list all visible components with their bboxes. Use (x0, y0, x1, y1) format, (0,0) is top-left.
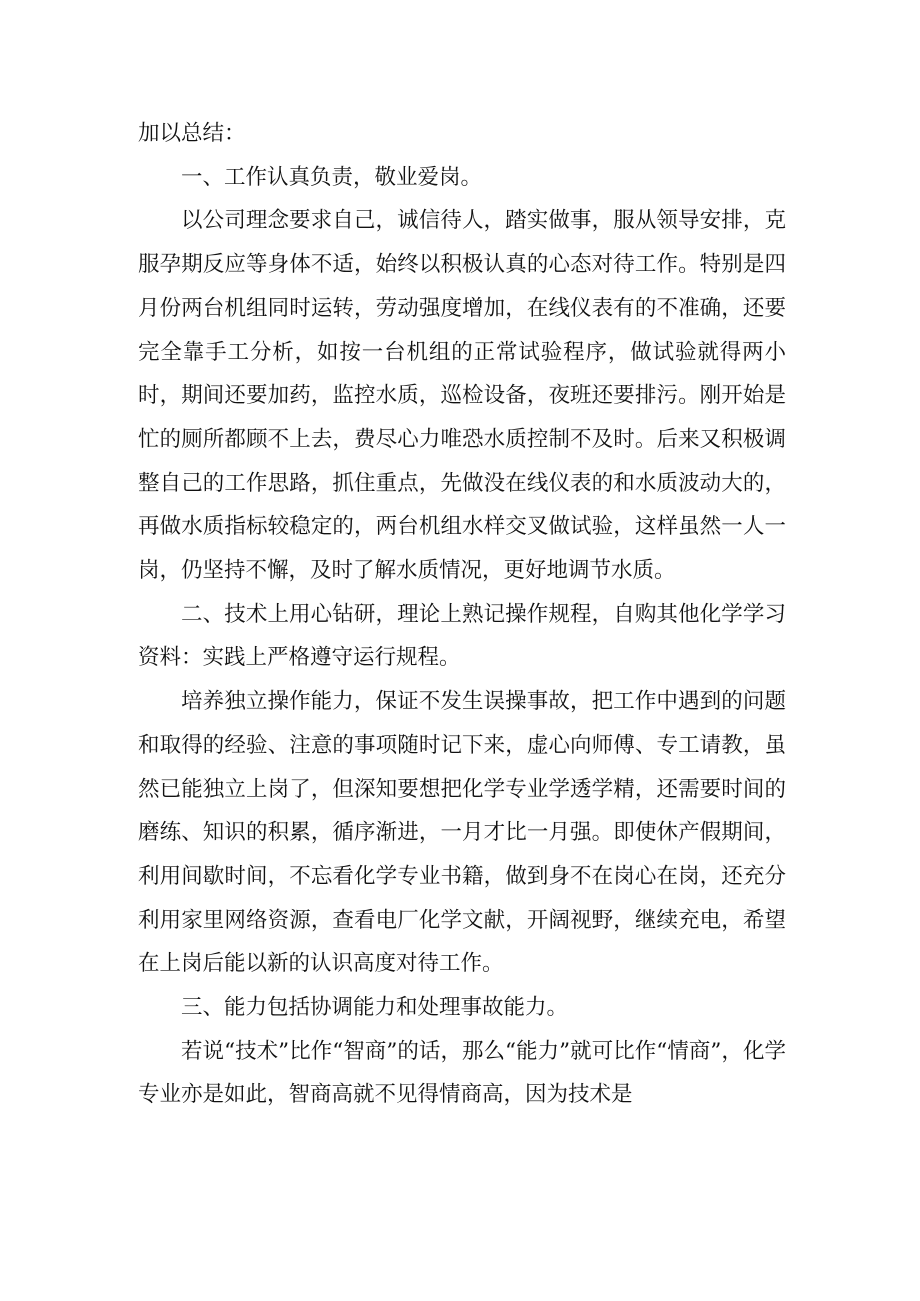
heading-section-1: 一、工作认真负责，敬业爱岗。 (181, 164, 483, 190)
heading-section-3: 三、能力包括协调能力和处理事故能力。 (181, 995, 569, 1021)
paragraph-section-1-body: 以公司理念要求自己，诚信待人，踏实做事，服从领导安排，克服孕期反应等身体不适，始终以积极认真的心态对待工作。特别是四月份两台机组同时运转，劳动强度增加，在线仪表有的不准确，还要完全靠手工分析，如按一台机组的正常试验程序，做试验就得两小时，期间还要加药，监控水质，巡检设备，夜班还要排污。刚开始是忙的厕所都顾不上去，费尽心力唯恐水质控制不及时。后来又积极调整自己的工作思路，抓住重点，先做没在线仪表的和水质波动大的，再做水质指标较稳定的，两台机组水样交叉做试验，这样虽然一人一岗，仍坚持不懈，及时了解水质情况，更好地调节水质。 (138, 208, 786, 584)
heading-section-2: 二、技术上用心钻研，理论上熟记操作规程，自购其他化学学习资料：实践上严格遵守运行规程。 (138, 601, 786, 671)
document-body (138, 112, 786, 1117)
paragraph-section-2-body: 培养独立操作能力，保证不发生误操事故，把工作中遇到的问题和取得的经验、注意的事项随时记下来，虚心向师傅、专工请教，虽然已能独立上岗了，但深知要想把化学专业学透学精，还需要时间的磨练、知识的积累，循序渐进，一月才比一月强。即使休产假期间，利用间歇时间，不忘看化学专业书籍，做到身不在岗心在岗，还充分利用家里网络资源，查看电厂化学文献，开阔视野，继续充电，希望在上岗后能以新的认识高度对待工作。 (138, 689, 786, 977)
paragraph-intro: 加以总结： (138, 121, 246, 146)
paragraph-section-3-body: 若说“技术”比作“智商”的话，那么“能力”就可比作“情商”，化学专业亦是如此，智商高就不见得情商高，因为技术是 (138, 1038, 786, 1108)
